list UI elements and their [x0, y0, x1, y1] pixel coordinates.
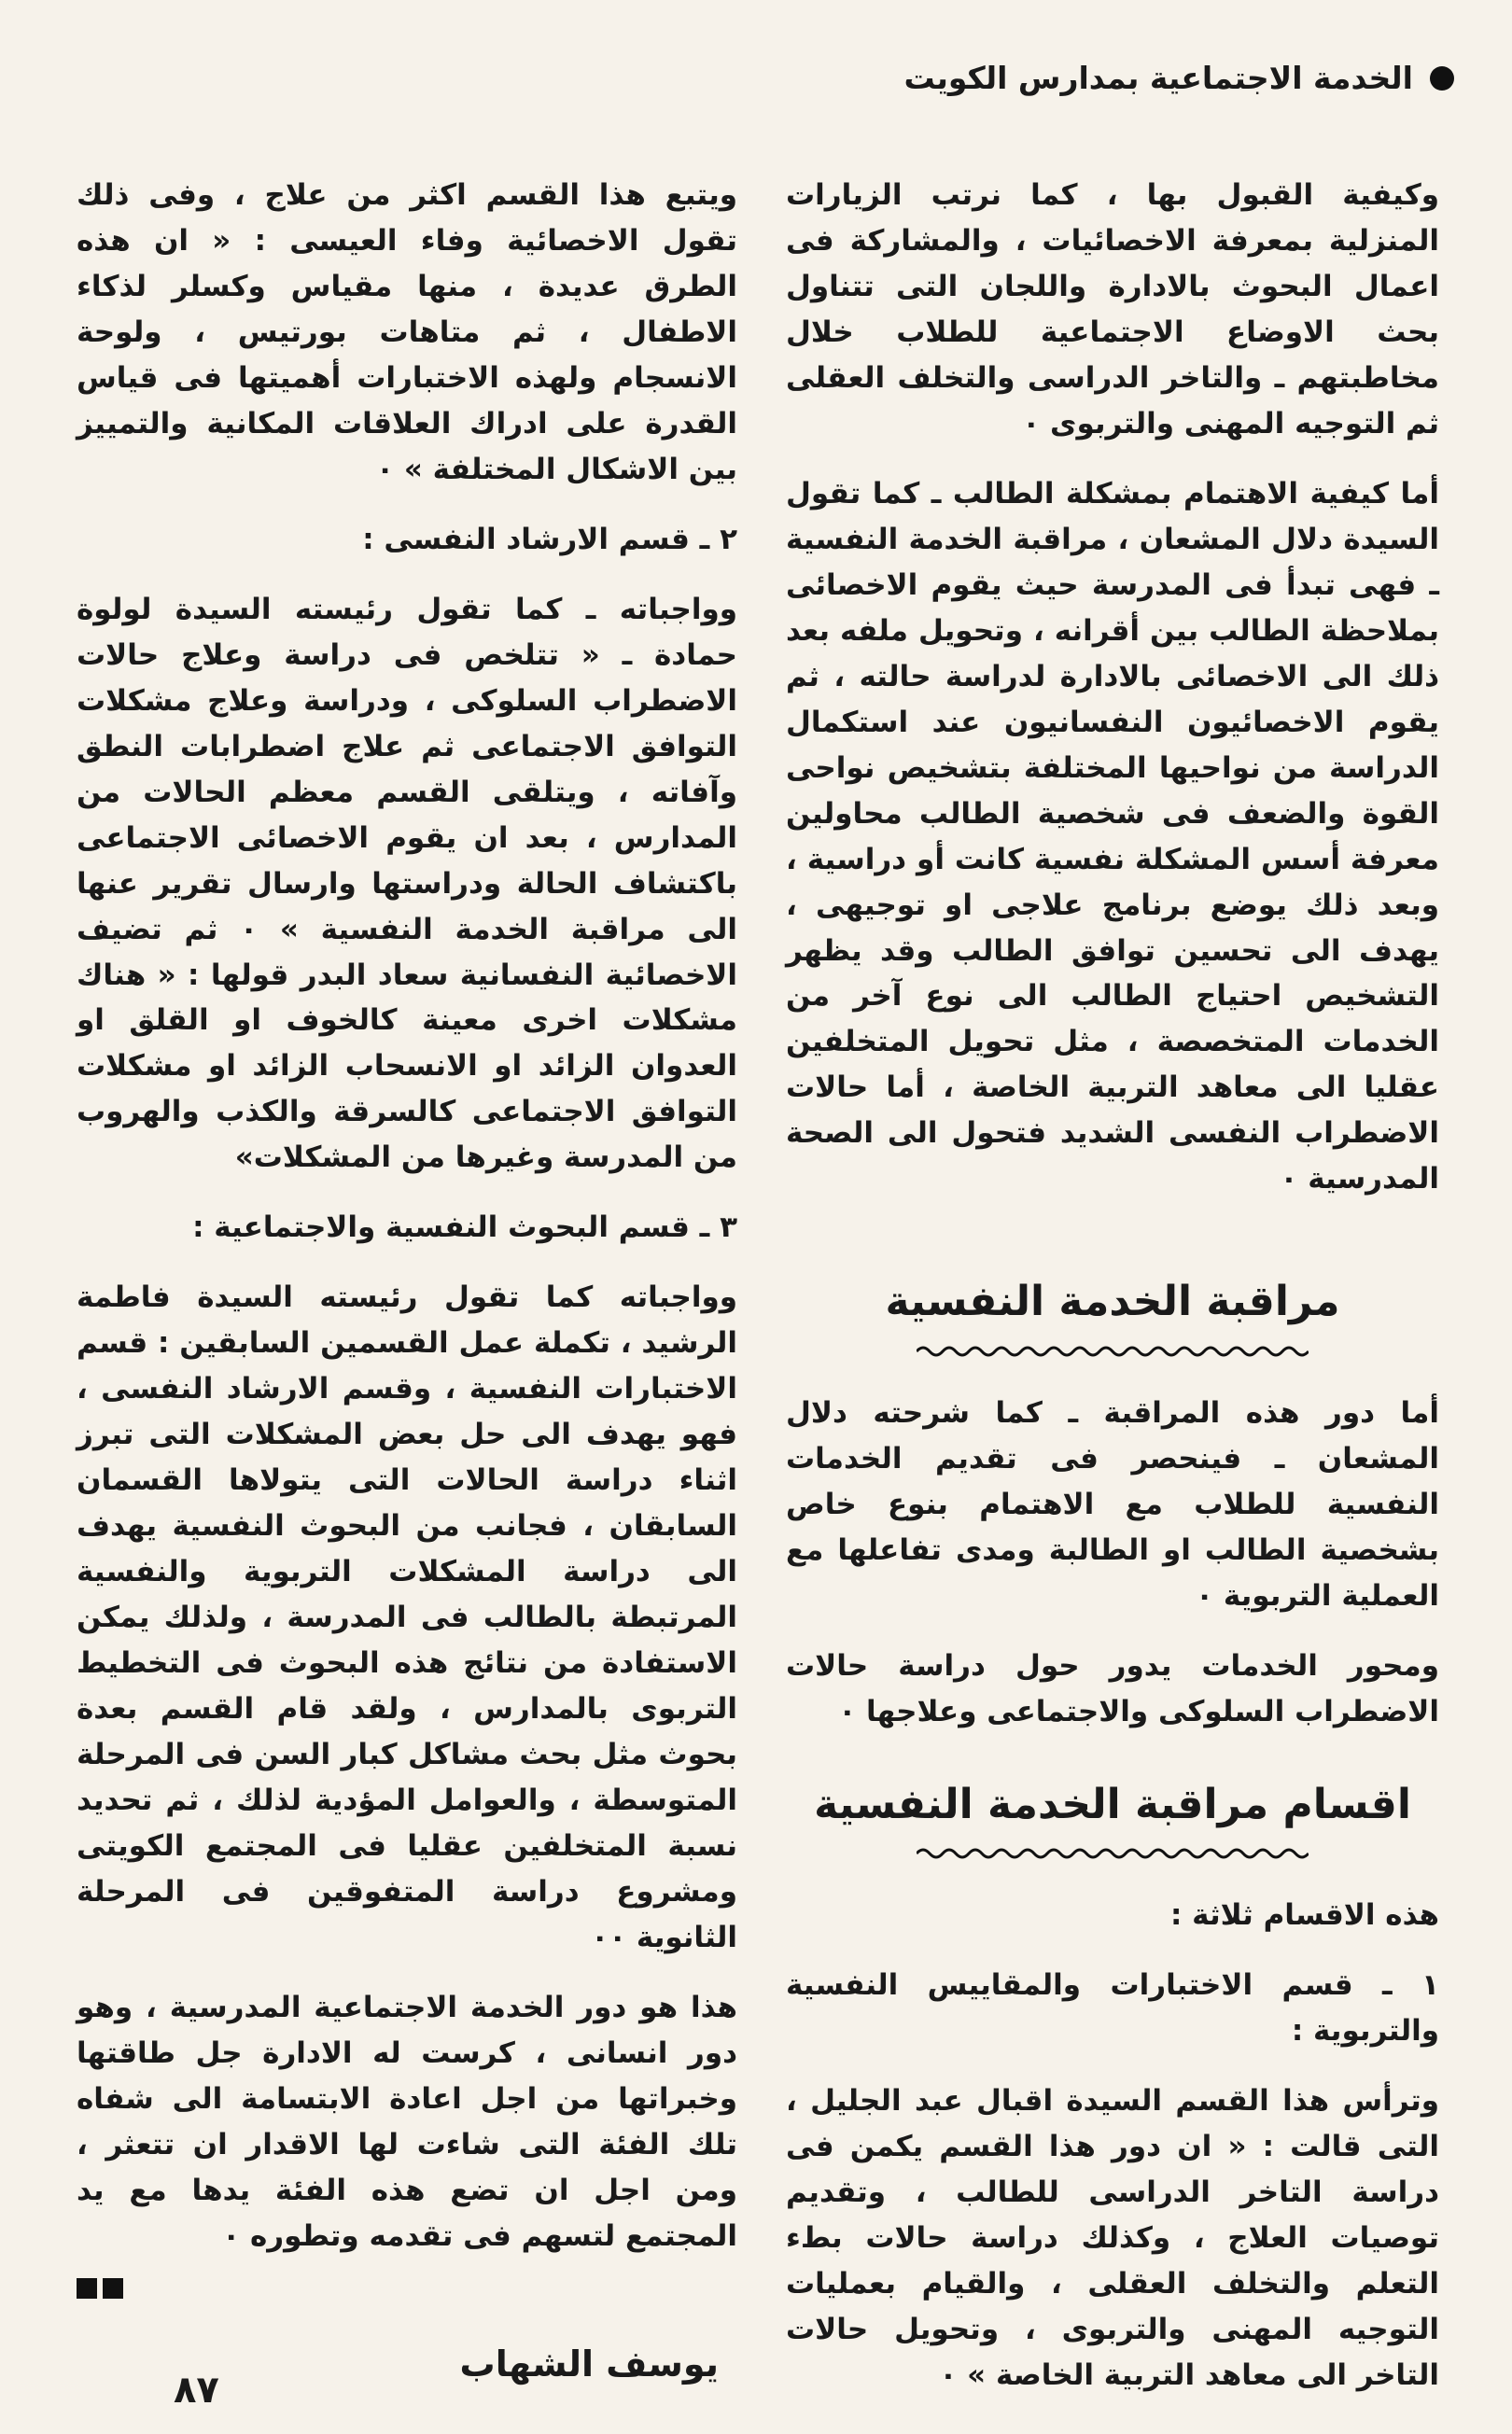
- paragraph: ويتبع هذا القسم اكثر من علاج ، وفى ذلك تقول الاخصائية وفاء العيسى : « ان هذه الطرق عديدة ، منها مقياس وكسلر لذكاء الاطفال ، ثم متاهات بورتيس ، ولوحة الانسجام ولهذه الاختبارات أهميتها فى قياس القدرة على ادراك العلاقات المكانية والتمييز بين الاشكال المختلفة » ٠: [77, 178, 737, 486]
- paragraph: أما كيفية الاهتمام بمشكلة الطالب ـ كما تقول السيدة دلال المشعان ، مراقبة الخدمة النفسية ـ فهى تبدأ فى المدرسة حيث يقوم الاخصائى بملاحظة الطالب بين أقرانه ، وتحويل ملفه بعد ذلك الى الاخصائى بالادارة لدراسة حالته ، ثم يقوم الاخصائيون النفسانيون عند استكمال الدراسة من نواحيها المختلفة بتشخيص نواحى القوة والضعف فى شخصية الطالب محاولين معرفة أسس المشكلة نفسية كانت أو دراسية ، وبعد ذلك يوضع برنامج علاجى او توجيهى ، يهدف الى تحسين توافق الطالب وقد يظهر التشخيص احتياج الطالب الى نوع آخر من الخدمات المتخصصة ، مثل تحويل المتخلفين عقليا الى معاهد التربية الخاصة ، أما حالات الاضطراب النفسى الشديد فتحول الى الصحة المدرسية ٠: [786, 476, 1439, 1196]
- paragraph: أما دور هذه المراقبة ـ كما شرحته دلال المشعان ـ فينحصر فى تقديم الخدمات النفسية للطلاب مع الاهتمام بنوع خاص بشخصية الطالب او الطالبة ومدى تفاعلها مع العملية التربوية ٠: [786, 1395, 1439, 1613]
- section-heading: اقسام مراقبة الخدمة النفسية: [814, 1780, 1411, 1828]
- page-number: ٨٧: [174, 2369, 219, 2412]
- bullet-icon: [1430, 66, 1454, 91]
- running-header: [904, 60, 1454, 96]
- section-heading: مراقبة الخدمة النفسية: [885, 1278, 1340, 1326]
- subsection-title: ٢ ـ قسم الارشاد النفسى :: [362, 522, 737, 556]
- right-column: [786, 173, 1439, 2423]
- author-name: يوسف الشهاب: [459, 2343, 719, 2385]
- subsection-title: ٣ ـ قسم البحوث النفسية والاجتماعية :: [192, 1210, 737, 1245]
- paragraph: وواجباته ـ كما تقول رئيسته السيدة لولوة حمادة ـ « تتلخص فى دراسة وعلاج حالات الاضطراب السلوكى ، ودراسة وعلاج مشكلات التوافق الاجتماعى ثم علاج اضطرابات النطق وآفاته ، ويتلقى القسم معظم الحالات من المدارس ، بعد ان يقوم الاخصائى الاجتماعى باكتشاف الحالة ودراستها وارسال تقرير عنها الى مراقبة الخدمة النفسية » ٠ ثم تضيف الاخصائية النفسانية سعاد البدر قولها : « هناك مشكلات اخرى معينة كالخوف او القلق او العدوان الزائد او الانسحاب الزائد او مشكلات التوافق الاجتماعى كالسرقة والكذب والهروب من المدرسة وغيرها من المشكلات»: [77, 592, 737, 1175]
- paragraph: ومحور الخدمات يدور حول دراسة حالات الاضطراب السلوكى والاجتماعى وعلاجها ٠: [786, 1648, 1439, 1728]
- wavy-underline-icon: [917, 1344, 1309, 1359]
- paragraph: وكيفية القبول بها ، كما نرتب الزيارات المنزلية بمعرفة الاخصائيات ، والمشاركة فى اعمال البحوث بالادارة واللجان التى تتناول بحث الاوضاع الاجتماعية للطلاب خلال مخاطبتهم ـ والتاخر الدراسى والتخلف العقلى ثم التوجيه المهنى والتربوى ٠: [786, 178, 1439, 441]
- paragraph: هذا هو دور الخدمة الاجتماعية المدرسية ، وهو دور انسانى ، كرست له الادارة جل طاقتها وخبراتها من اجل اعادة الابتسامة الى شفاه تلك الفئة التى شاءت لها الاقدار ان تتعثر ، ومن اجل ان تضع هذه الفئة يدها مع يد المجتمع لتسهم فى تقدمه وتطوره ٠: [77, 1990, 737, 2253]
- paragraph: ١ ـ قسم الاختبارات والمقاييس النفسية والتربوية :: [786, 1968, 1439, 2049]
- paragraph: وترأس هذا القسم السيدة اقبال عبد الجليل ، التى قالت : « ان دور هذا القسم يكمن فى دراسة التاخر الدراسى للطالب ، وتقديم توصيات العلاج ، وكذلك دراسة حالات بطء التعلم والتخلف العقلى ، والقيام بعمليات التوجيه المهنى والتربوى ، وتحويل حالات التاخر الى معاهد التربية الخاصة » ٠: [786, 2084, 1439, 2392]
- paragraph: وواجباته كما تقول رئيسته السيدة فاطمة الرشيد ، تكملة عمل القسمين السابقين : قسم الاختبارات النفسية ، وقسم الارشاد النفسى ، فهو يهدف الى حل بعض المشكلات التى تبرز اثناء دراسة الحالات التى يتولاها القسمان السابقان ، فجانب من البحوث النفسية يهدف الى دراسة المشكلات التربوية والنفسية المرتبطة بالطالب فى المدرسة ، ولذلك يمكن الاستفادة من نتائج هذه البحوث فى التخطيط التربوى بالمدارس ، ولقد قام القسم بعدة بحوث مثل بحث مشاكل كبار السن فى المرحلة المتوسطة ، والعوامل المؤدية لذلك ، ثم تحديد نسبة المتخلفين عقليا فى المجتمع الكويتى ومشروع دراسة المتفوقين فى المرحلة الثانوية ٠٠: [77, 1280, 737, 1954]
- paragraph: هذه الاقسام ثلاثة :: [1169, 1898, 1439, 1933]
- end-mark-row: [77, 2284, 737, 2299]
- running-title: الخدمة الاجتماعية بمدارس الكويت: [903, 60, 1413, 96]
- left-column: [77, 173, 737, 2392]
- end-of-article-icon: [77, 2278, 123, 2299]
- wavy-underline-icon: [917, 1846, 1309, 1861]
